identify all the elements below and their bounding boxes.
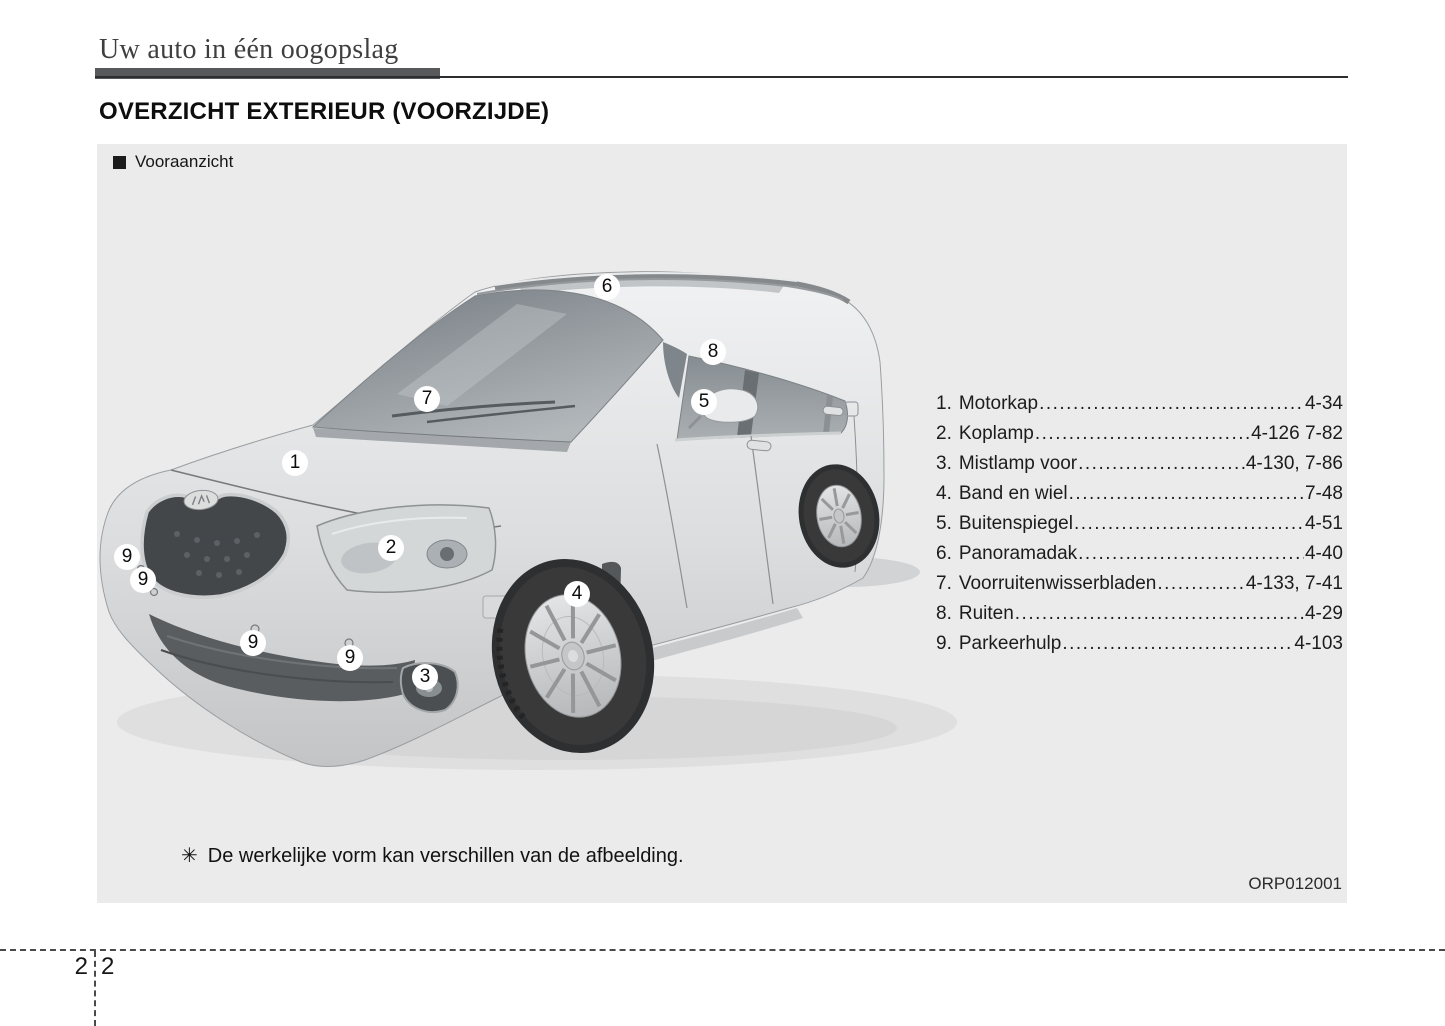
item-label: Ruiten [958, 603, 1014, 624]
figure-note [181, 843, 684, 868]
callout-9: 9 [130, 567, 156, 593]
callout-9: 9 [337, 645, 363, 671]
item-page-ref: 4-126 7-82 [1251, 423, 1343, 444]
item-number: 6. [936, 543, 952, 564]
item-number: 4. [936, 483, 952, 504]
item-label: Parkeerhulp [958, 633, 1062, 654]
section-number: 2 [74, 953, 88, 980]
page-number: 2 [101, 953, 115, 980]
parts-list-item [936, 543, 1343, 573]
item-label: Koplamp [958, 423, 1034, 444]
item-page-ref: 4-51 [1304, 513, 1343, 534]
dot-leader [1078, 453, 1245, 475]
dot-leader [1074, 513, 1304, 535]
item-page-ref: 4-29 [1304, 603, 1343, 624]
footer-dashed-rule [0, 949, 1445, 951]
item-number: 9. [936, 633, 952, 654]
item-page-ref: 4-103 [1294, 633, 1343, 654]
callout-5: 5 [691, 389, 717, 415]
square-bullet-icon [113, 156, 126, 169]
item-page-ref: 7-48 [1304, 483, 1343, 504]
item-number: 7. [936, 573, 952, 594]
dot-leader [1062, 633, 1293, 655]
callout-9: 9 [114, 544, 140, 570]
header-rule [95, 76, 1348, 78]
callout-7: 7 [414, 386, 440, 412]
view-label [113, 152, 233, 172]
item-label: Band en wiel [958, 483, 1068, 504]
parts-list-item [936, 633, 1343, 663]
item-page-ref: 4-40 [1304, 543, 1343, 564]
parts-list-item [936, 513, 1343, 543]
item-number: 3. [936, 453, 952, 474]
view-label-text: Vooraanzicht [135, 152, 234, 171]
figure-panel [97, 144, 1347, 903]
item-label: Voorruitenwisserbladen [958, 573, 1157, 594]
page-title: OVERZICHT EXTERIEUR (VOORZIJDE) [99, 98, 550, 125]
item-page-ref: 4-34 [1304, 393, 1343, 414]
item-number: 5. [936, 513, 952, 534]
item-page-ref: 4-130, 7-86 [1245, 453, 1343, 474]
callout-4: 4 [564, 581, 590, 607]
item-number: 1. [936, 393, 952, 414]
dot-leader [1015, 603, 1304, 625]
dot-leader [1157, 573, 1244, 595]
callout-1: 1 [282, 450, 308, 476]
parts-list-item [936, 573, 1343, 603]
parts-list-item [936, 603, 1343, 633]
parts-list-item [936, 483, 1343, 513]
callout-3: 3 [412, 664, 438, 690]
callout-8: 8 [700, 339, 726, 365]
parts-list [936, 393, 1343, 663]
item-number: 8. [936, 603, 952, 624]
item-number: 2. [936, 423, 952, 444]
callout-2: 2 [378, 535, 404, 561]
item-page-ref: 4-133, 7-41 [1245, 573, 1343, 594]
figure-code: ORP012001 [1248, 874, 1342, 893]
dot-leader [1035, 423, 1250, 445]
note-symbol-icon: ✳ [181, 845, 198, 867]
parts-list-item [936, 393, 1343, 423]
callout-9: 9 [240, 630, 266, 656]
dot-leader [1069, 483, 1304, 505]
parts-list-item [936, 423, 1343, 453]
item-label: Mistlamp voor [958, 453, 1078, 474]
footer-dashed-divider [94, 951, 96, 1026]
item-label: Buitenspiegel [958, 513, 1073, 534]
chapter-title: Uw auto in één oogopslag [99, 34, 399, 65]
note-text: De werkelijke vorm kan verschillen van de afbeelding. [207, 845, 684, 867]
item-label: Motorkap [958, 393, 1039, 414]
callout-6: 6 [594, 274, 620, 300]
dot-leader [1039, 393, 1304, 415]
dot-leader [1078, 543, 1304, 565]
item-label: Panoramadak [958, 543, 1078, 564]
parts-list-item [936, 453, 1343, 483]
